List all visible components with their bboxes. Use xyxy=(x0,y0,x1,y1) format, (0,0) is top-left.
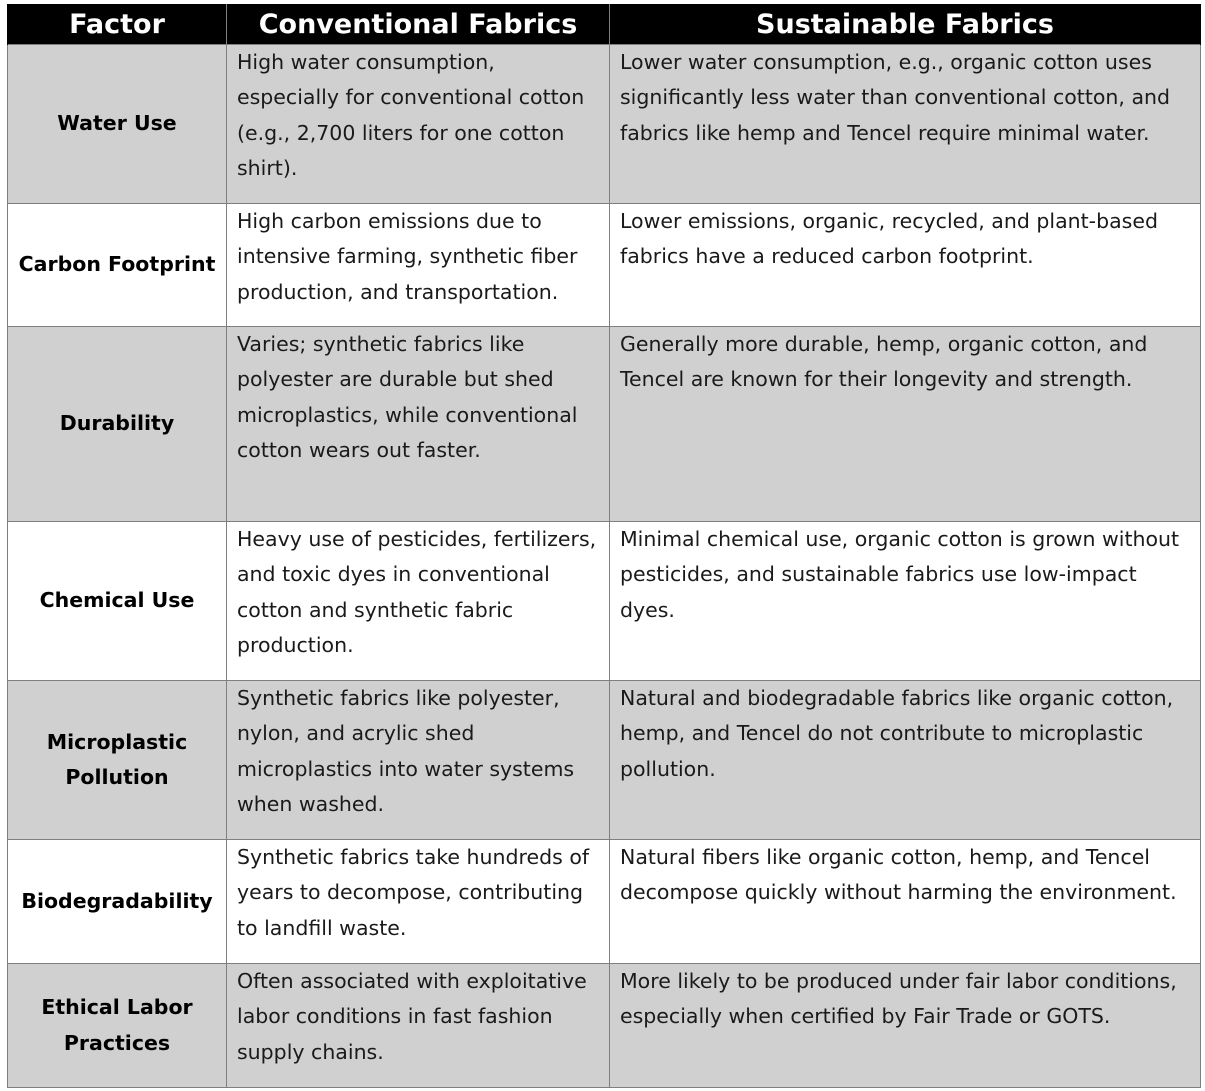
factor-cell: Water Use xyxy=(8,45,227,204)
sustainable-cell: More likely to be produced under fair labor conditions, especially when certified by Fair Trade or GOTS. xyxy=(610,964,1201,1088)
conventional-cell: Synthetic fabrics like polyester, nylon, and acrylic shed microplastics into water systems when washed. xyxy=(227,681,610,840)
sustainable-cell: Lower emissions, organic, recycled, and plant-based fabrics have a reduced carbon footprint. xyxy=(610,204,1201,327)
table-row xyxy=(8,327,1201,522)
column-header-sustainable: Sustainable Fabrics xyxy=(610,4,1201,45)
sustainable-cell: Natural fibers like organic cotton, hemp, and Tencel decompose quickly without harming the environment. xyxy=(610,840,1201,964)
table-header xyxy=(8,4,1201,45)
table-row xyxy=(8,964,1201,1088)
column-header-conventional: Conventional Fabrics xyxy=(227,4,610,45)
table-row xyxy=(8,522,1201,681)
column-header-factor: Factor xyxy=(8,4,227,45)
sustainable-cell: Minimal chemical use, organic cotton is grown without pesticides, and sustainable fabrics use low-impact dyes. xyxy=(610,522,1201,681)
factor-cell: Microplastic Pollution xyxy=(8,681,227,840)
conventional-cell: Often associated with exploitative labor conditions in fast fashion supply chains. xyxy=(227,964,610,1088)
table-row xyxy=(8,840,1201,964)
factor-cell: Chemical Use xyxy=(8,522,227,681)
table-row xyxy=(8,681,1201,840)
table-row xyxy=(8,45,1201,204)
conventional-cell: High water consumption, especially for conventional cotton (e.g., 2,700 liters for one cotton shirt). xyxy=(227,45,610,204)
conventional-cell: High carbon emissions due to intensive farming, synthetic fiber production, and transportation. xyxy=(227,204,610,327)
header-row xyxy=(8,4,1201,45)
conventional-cell: Heavy use of pesticides, fertilizers, and toxic dyes in conventional cotton and synthetic fabric production. xyxy=(227,522,610,681)
factor-cell: Carbon Footprint xyxy=(8,204,227,327)
conventional-cell: Varies; synthetic fabrics like polyester are durable but shed microplastics, while conventional cotton wears out faster. xyxy=(227,327,610,522)
comparison-table xyxy=(7,4,1201,1088)
sustainable-cell: Generally more durable, hemp, organic cotton, and Tencel are known for their longevity and strength. xyxy=(610,327,1201,522)
factor-cell: Biodegradability xyxy=(8,840,227,964)
sustainable-cell: Lower water consumption, e.g., organic cotton uses significantly less water than conventional cotton, and fabrics like hemp and Tencel require minimal water. xyxy=(610,45,1201,204)
sustainable-cell: Natural and biodegradable fabrics like organic cotton, hemp, and Tencel do not contribute to microplastic pollution. xyxy=(610,681,1201,840)
table-body xyxy=(8,45,1201,1088)
table-row xyxy=(8,204,1201,327)
factor-cell: Durability xyxy=(8,327,227,522)
conventional-cell: Synthetic fabrics take hundreds of years to decompose, contributing to landfill waste. xyxy=(227,840,610,964)
factor-cell: Ethical Labor Practices xyxy=(8,964,227,1088)
